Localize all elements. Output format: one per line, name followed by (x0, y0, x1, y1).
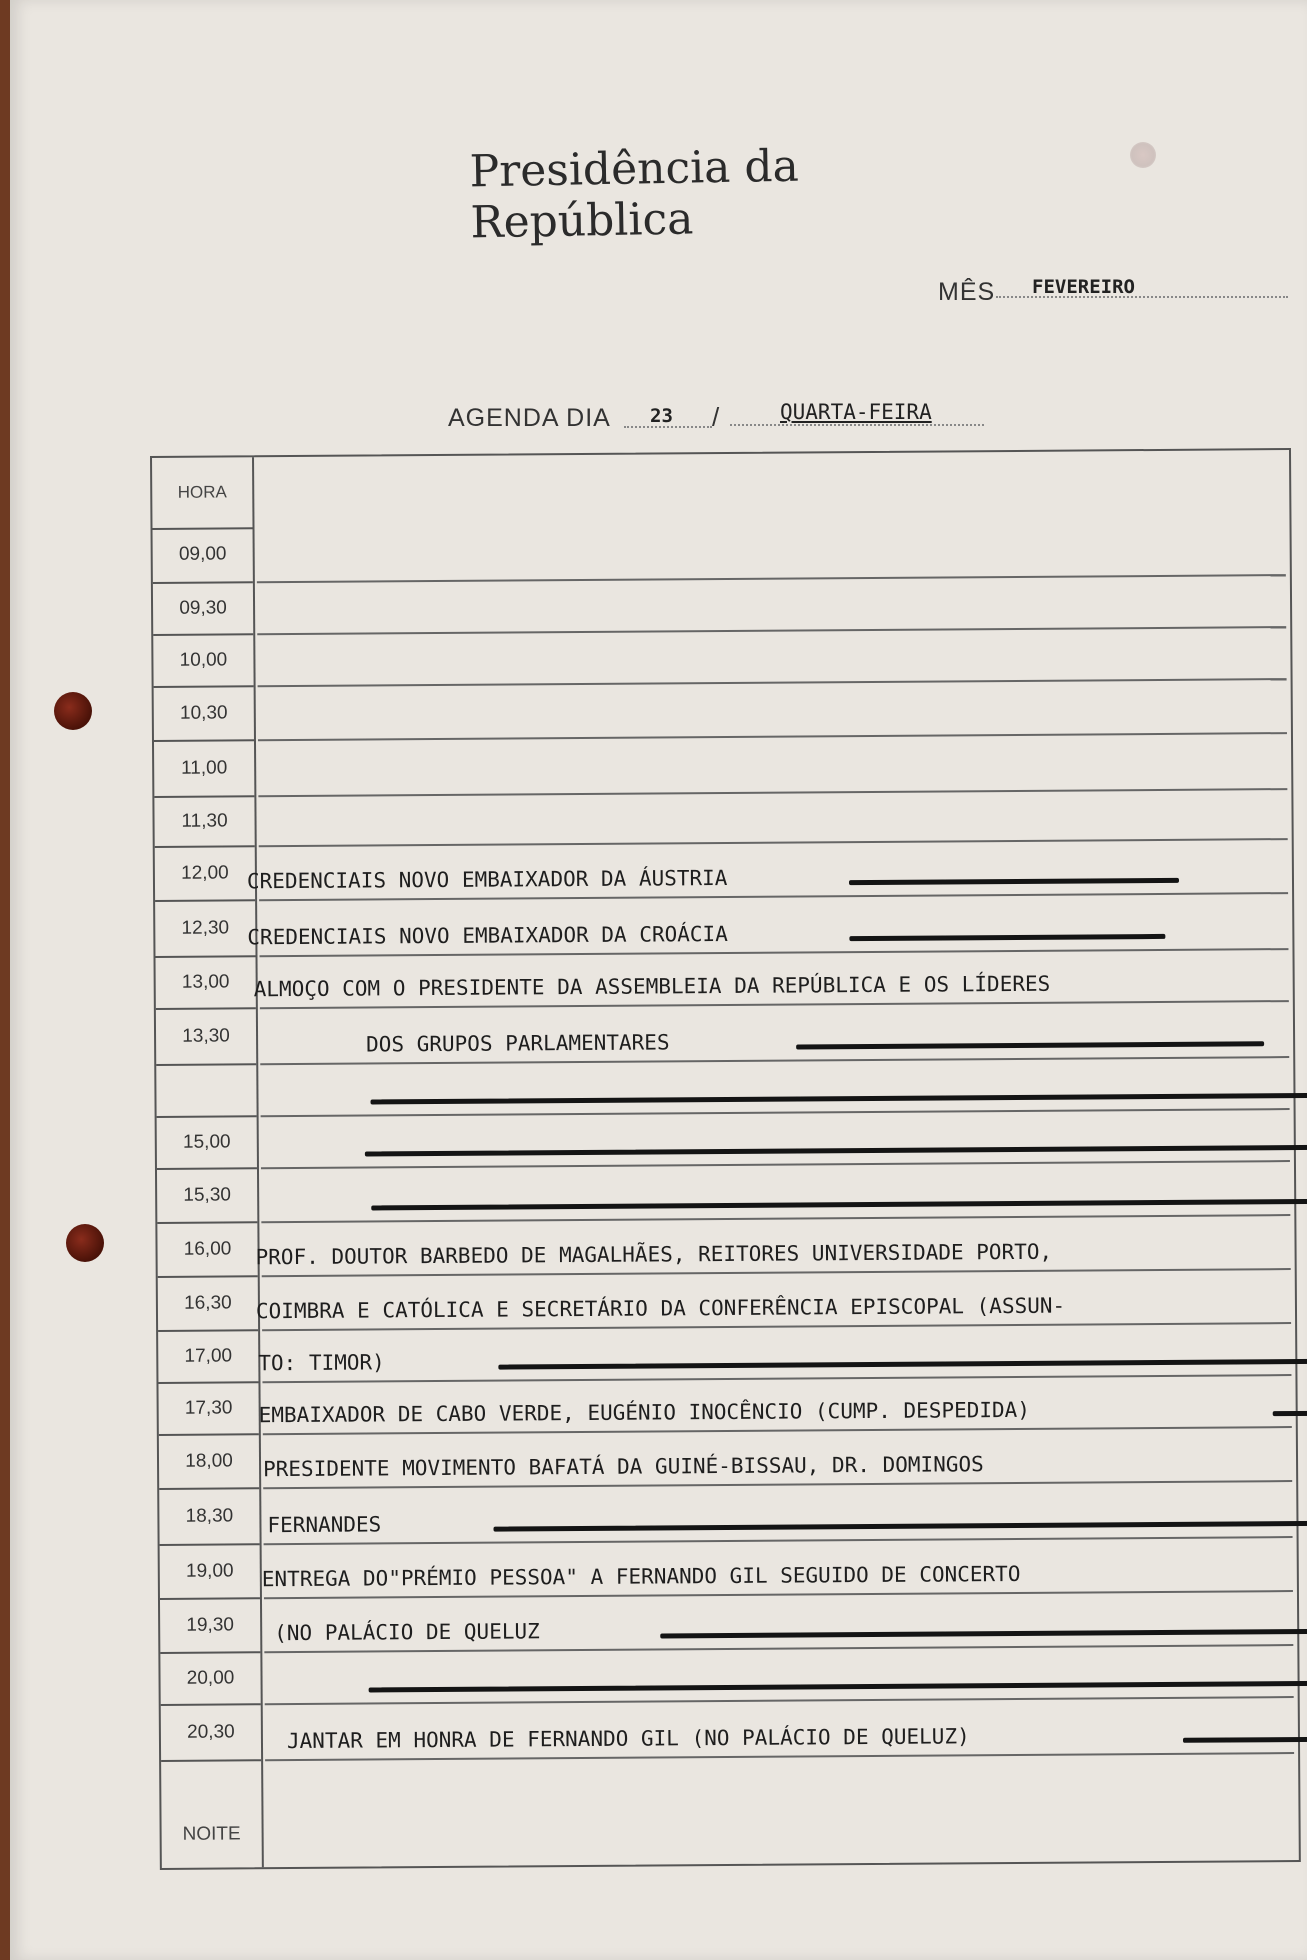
punch-hole-bottom (66, 1224, 104, 1262)
pin-mark (1130, 142, 1156, 168)
weekday-value: QUARTA-FEIRA (780, 400, 932, 424)
row-entry-text: DOS GRUPOS PARLAMENTARES (366, 1030, 670, 1057)
row-hour: 15,30 (157, 1169, 257, 1224)
agenda-row (157, 1216, 1294, 1278)
row-hour: 17,00 (158, 1331, 258, 1384)
row-hour: 18,30 (159, 1489, 259, 1546)
agenda-row (160, 1646, 1297, 1706)
handdrawn-dash-line (1273, 1411, 1307, 1416)
agenda-row (157, 1162, 1294, 1224)
row-entry-text: PRESIDENTE MOVIMENTO BAFATÁ DA GUINÉ-BISSAU, DR. DOMINGOS (262, 1452, 984, 1482)
agenda-row (159, 1428, 1296, 1490)
month-label: MÊS (938, 278, 996, 306)
handdrawn-dash-line (370, 1093, 1307, 1105)
agenda-row (156, 950, 1293, 1010)
day-value: 23 (650, 405, 673, 427)
agenda-row (158, 1270, 1295, 1332)
row-rule (265, 1752, 1294, 1761)
handdrawn-dash-line (660, 1629, 1307, 1639)
weekday-dotted-line (730, 424, 984, 426)
row-hour: 13,00 (156, 957, 256, 1010)
row-hour: 20,00 (160, 1653, 260, 1706)
agenda-row (158, 1376, 1295, 1436)
row-hour: 13,30 (156, 1009, 256, 1066)
handdrawn-dash-line (371, 1199, 1307, 1211)
agenda-table (150, 448, 1301, 1870)
night-label: NOITE (182, 1823, 241, 1845)
document-title: Presidência da República (469, 140, 800, 249)
agenda-row (154, 734, 1291, 798)
handdrawn-dash-line (365, 1145, 1307, 1157)
agenda-row (154, 790, 1291, 848)
row-entry-text: ENTREGA DO"PRÉMIO PESSOA" A FERNANDO GIL SEGUIDO DE CONCERTO (261, 1561, 1021, 1592)
agenda-row (155, 840, 1292, 902)
agenda-row (153, 576, 1290, 636)
agenda-row (161, 1698, 1298, 1762)
row-hour: 12,00 (155, 847, 255, 902)
row-hour: 12,30 (155, 901, 255, 958)
handdrawn-dash-line (849, 878, 1179, 885)
handdrawn-dash-line (498, 1359, 1307, 1370)
agenda-row (156, 1002, 1293, 1066)
row-entry-text: EMBAIXADOR DE CABO VERDE, EUGÉNIO INOCÊNCIO (CUMP. DESPEDIDA) (258, 1397, 1030, 1428)
row-hour: 10,00 (153, 635, 253, 688)
row-entry-text: CREDENCIAIS NOVO EMBAIXADOR DA ÁUSTRIA (246, 865, 728, 894)
handdrawn-dash-line (493, 1520, 1307, 1531)
row-hour: 15,00 (157, 1117, 257, 1170)
row-entry-text: PROF. DOUTOR BARBEDO DE MAGALHÃES, REITORES UNIVERSIDADE PORTO, (255, 1239, 1053, 1270)
row-hour: 16,30 (158, 1277, 258, 1332)
handdrawn-dash-line (849, 934, 1165, 941)
agenda-row (156, 1058, 1293, 1118)
row-entry-text: CREDENCIAIS NOVO EMBAIXADOR DA CROÁCIA (247, 921, 728, 950)
row-entry-text: FERNANDES (267, 1512, 382, 1538)
row-hour: 19,00 (160, 1545, 260, 1600)
handdrawn-dash-line (1183, 1736, 1307, 1742)
date-separator: / (712, 402, 720, 432)
row-hour: 17,30 (158, 1383, 258, 1436)
row-hour: 20,30 (161, 1705, 261, 1762)
row-entry-text: COIMBRA E CATÓLICA E SECRETÁRIO DA CONFERÊNCIA EPISCOPAL (ASSUN- (255, 1293, 1066, 1324)
row-entry-text: TO: TIMOR) (258, 1350, 385, 1376)
agenda-sheet (10, 0, 1307, 1960)
month-value: FEVEREIRO (1032, 276, 1135, 298)
agenda-row (159, 1482, 1296, 1546)
row-hour: 09,00 (153, 527, 253, 584)
agenda-row (160, 1592, 1297, 1654)
row-hour: 19,30 (160, 1599, 260, 1654)
agenda-day-label: AGENDA DIA (448, 404, 611, 432)
agenda-row (153, 628, 1290, 688)
row-hour: 16,00 (157, 1223, 257, 1278)
hour-column-header: HORA (152, 457, 253, 530)
row-entry-text: JANTAR EM HONRA DE FERNANDO GIL (NO PALÁCIO DE QUELUZ) (286, 1724, 970, 1754)
handdrawn-dash-line (369, 1681, 1307, 1693)
row-hour (156, 1065, 256, 1118)
row-entry-text: ALMOÇO COM O PRESIDENTE DA ASSEMBLEIA DA REPÚBLICA E OS LÍDERES (253, 971, 1051, 1002)
agenda-row (157, 1110, 1294, 1170)
row-hour: 09,30 (153, 583, 253, 636)
row-hour: 11,00 (154, 741, 254, 798)
row-hour: 10,30 (154, 687, 254, 742)
row-hour: 11,30 (154, 797, 254, 848)
agenda-row (154, 680, 1291, 742)
punch-hole-top (54, 692, 92, 730)
row-entry-text: (NO PALÁCIO DE QUELUZ (274, 1619, 540, 1646)
agenda-row (155, 894, 1292, 958)
agenda-row (160, 1538, 1297, 1600)
handdrawn-dash-line (796, 1041, 1264, 1049)
agenda-row (158, 1324, 1295, 1384)
agenda-row (153, 520, 1290, 584)
row-hour: 18,00 (159, 1435, 259, 1490)
